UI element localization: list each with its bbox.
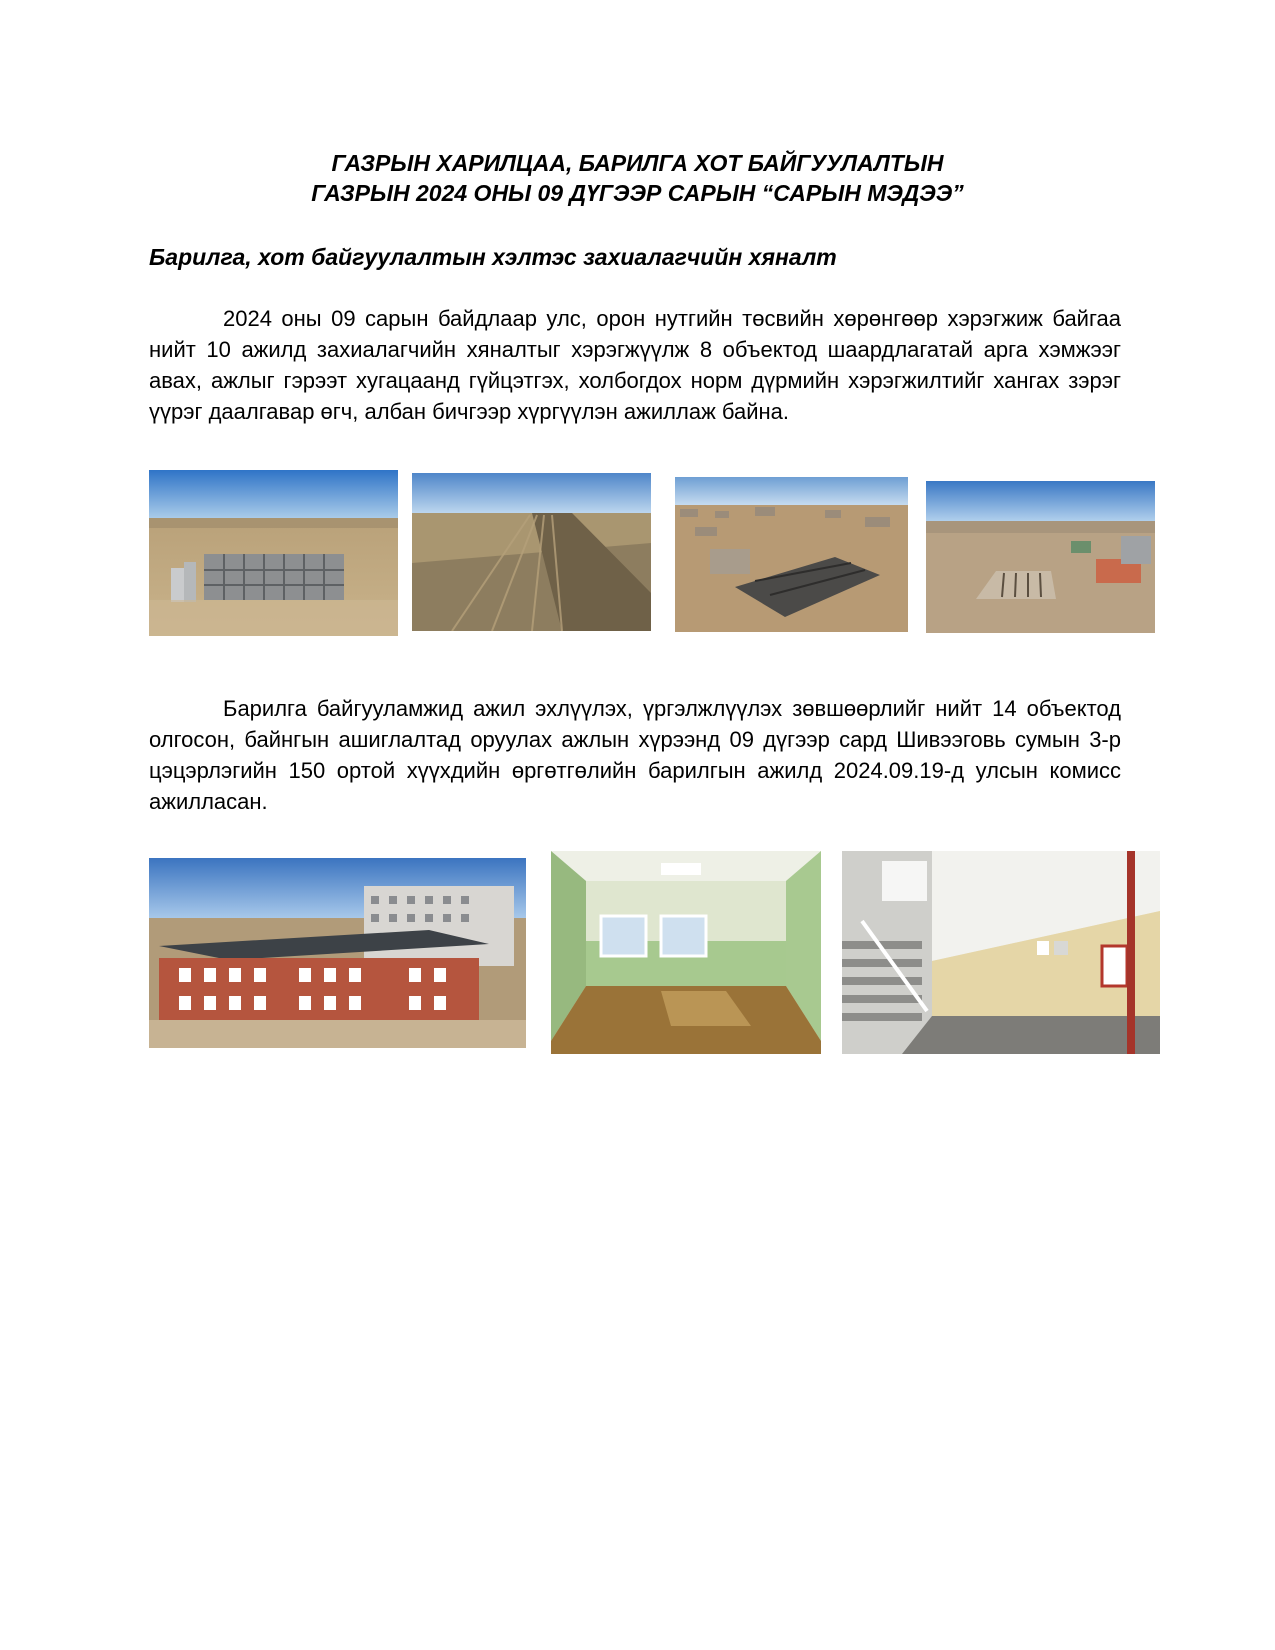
paragraph-permits: Барилга байгууламжид ажил эхлүүлэх, үргэлжлүүлэх зөвшөөрлийг нийт 14 объектод олгосон, байнгын ашиглалтад оруулах ажлын хүрээнд 09 дүгээр сард Шивээговь сумын 3-р цэцэрлэгийн 150 ортой хүүхдийн өргөтгөлийн барилгын ажилд 2024.09.19-д улсын комисс ажилласан. [149, 696, 1121, 814]
photo-building-frame-steppe [149, 470, 398, 636]
photo-foundation-aerial [675, 477, 908, 632]
section-heading: Барилга, хот байгуулалтын хэлтэс захиалагчийн хяналт [149, 244, 837, 270]
photo-stairwell-interior [842, 851, 1160, 1054]
title-line-1: ГАЗРЫН ХАРИЛЦАА, БАРИЛГА ХОТ БАЙГУУЛАЛТЫН [331, 150, 944, 176]
photo-construction-site-aerial [926, 481, 1155, 633]
photo-empty-classroom [551, 851, 821, 1054]
paragraph-supervision: 2024 оны 09 сарын байдлаар улс, орон нутгийн төсвийн хөрөнгөөр хэрэгжиж байгаа нийт 10 ажилд захиалагчийн хяналтыг хэрэгжүүлж 8 объектод шаардлагатай арга хэмжээг авах, ажлыг гэрээт хугацаанд гүйцэтгэх, холбогдох норм дүрмийн хэрэгжилтийг хангах зэрэг үүрэг даалгавар өгч, албан бичгээр хүргүүлэн ажиллаж байна. [149, 306, 1121, 424]
title-line-2: ГАЗРЫН 2024 ОНЫ 09 ДҮГЭЭР САРЫН “САРЫН МЭДЭЭ” [311, 180, 964, 206]
document-title [0, 148, 1275, 208]
photo-steppe-road [412, 473, 651, 631]
photo-kindergarten-exterior [149, 858, 526, 1048]
